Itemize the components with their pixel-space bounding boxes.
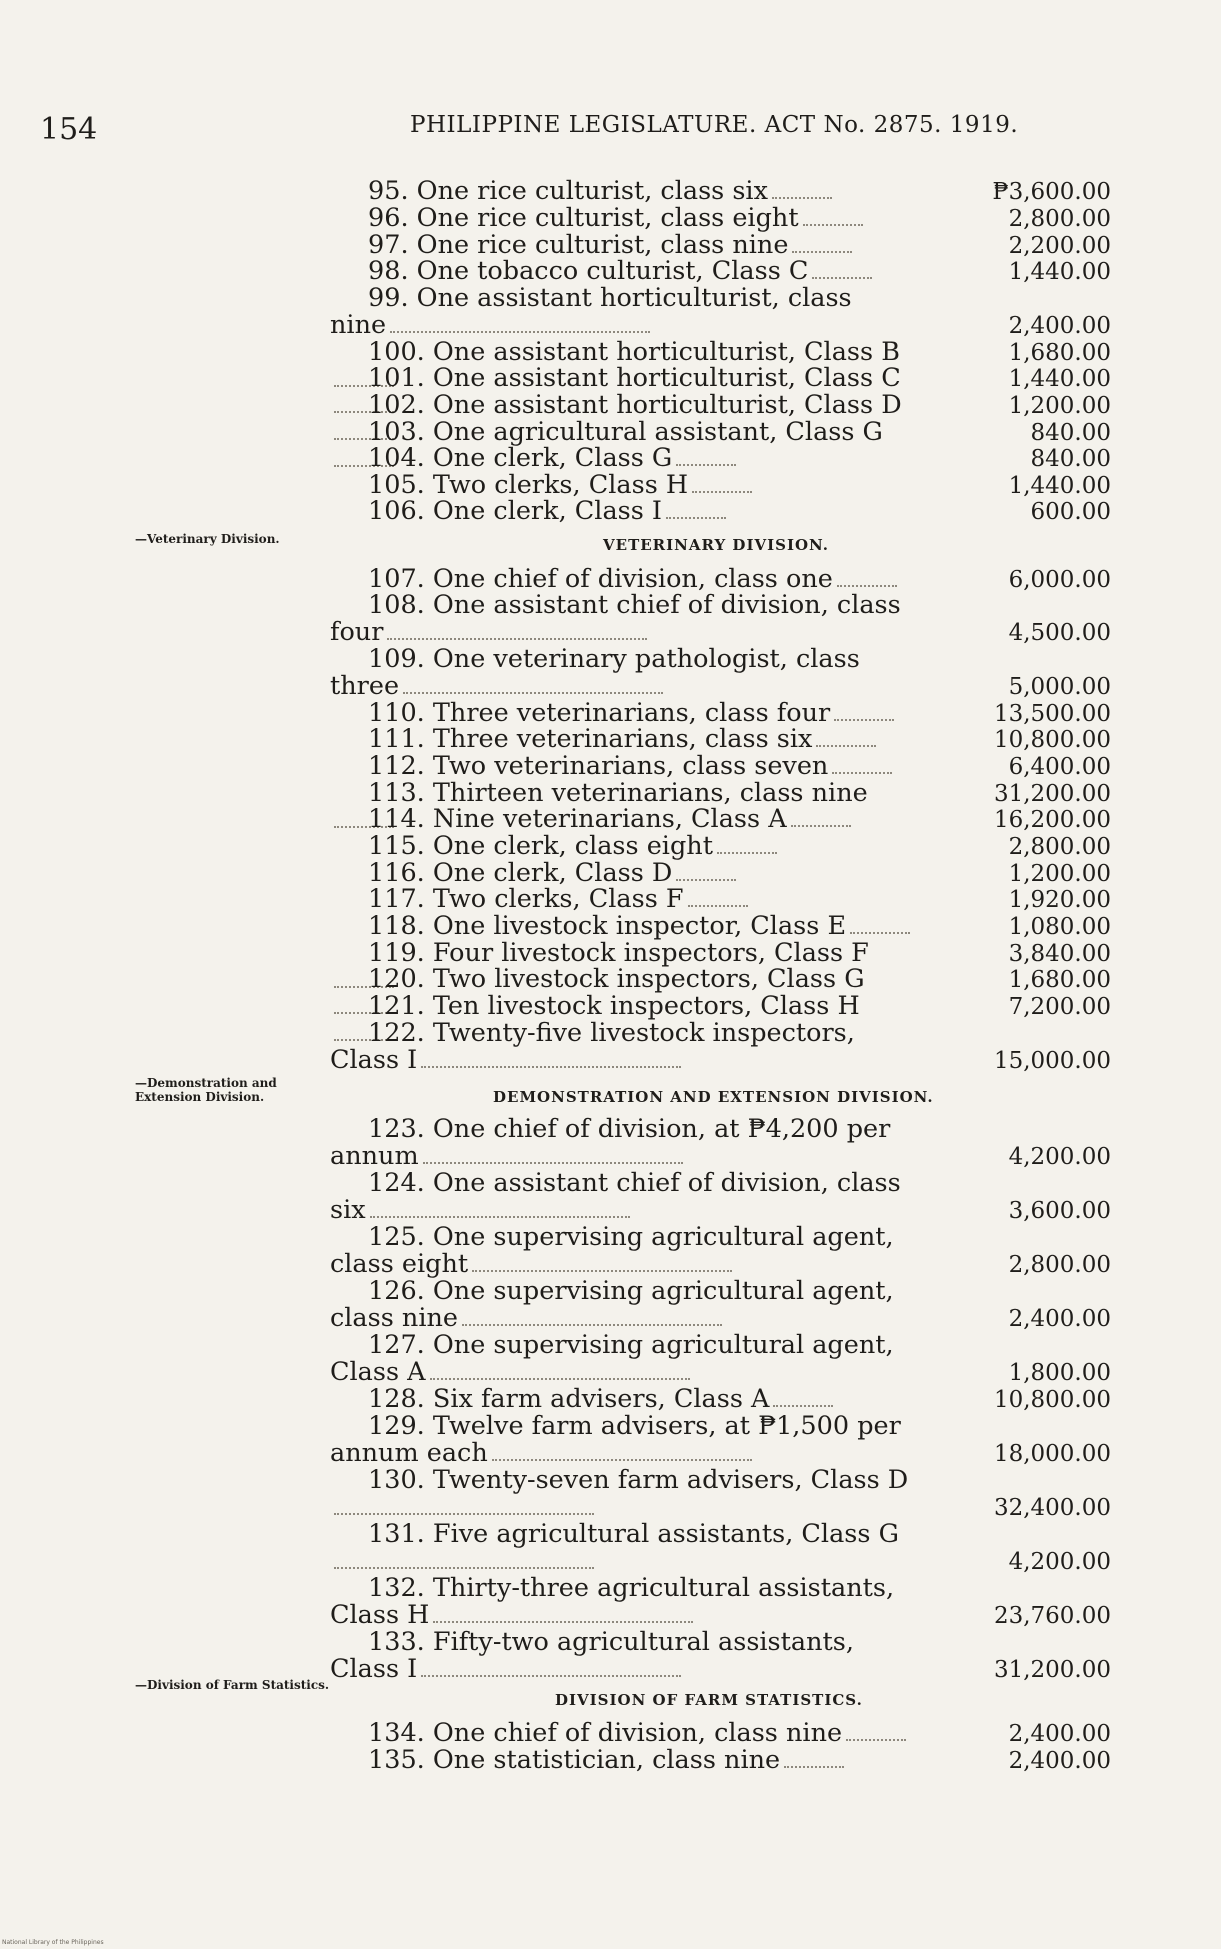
page-number: 154 bbox=[40, 112, 98, 147]
leader-dots bbox=[387, 622, 647, 640]
leader-dots bbox=[433, 1605, 693, 1623]
item-text: 99. One assistant horticulturist, class nine bbox=[330, 283, 852, 340]
item-amount: 2,800.00 bbox=[1008, 206, 1111, 232]
scan-credit: National Library of the Philippines bbox=[2, 1939, 104, 1946]
item-amount: 3,600.00 bbox=[1008, 1198, 1111, 1224]
item-text: 106. One clerk, Class I bbox=[330, 498, 912, 525]
leader-dots bbox=[462, 1308, 722, 1326]
item-amount: 1,440.00 bbox=[1008, 366, 1111, 392]
item-text: 131. Five agricultural assistants, Class G bbox=[330, 1521, 912, 1575]
item-text: 134. One chief of division, class nine bbox=[330, 1720, 912, 1747]
leader-dots bbox=[803, 208, 863, 226]
item-amount: 2,400.00 bbox=[1008, 1306, 1111, 1332]
item-amount: 5,000.00 bbox=[1008, 674, 1111, 700]
item-amount: 2,800.00 bbox=[1008, 1252, 1111, 1278]
item-amount: 32,400.00 bbox=[993, 1495, 1111, 1521]
leader-dots bbox=[792, 235, 852, 253]
item-text: 118. One livestock inspector, Class E bbox=[330, 913, 912, 940]
leader-dots bbox=[666, 501, 726, 519]
item-text: 113. Thirteen veterinarians, class nine bbox=[330, 780, 912, 834]
leader-dots bbox=[772, 181, 832, 199]
item-text: 95. One rice culturist, class six bbox=[330, 178, 912, 205]
item-amount: 2,200.00 bbox=[1008, 233, 1111, 259]
item-amount: 4,500.00 bbox=[1008, 620, 1111, 646]
item-text: 105. Two clerks, Class H bbox=[330, 472, 912, 499]
leader-dots bbox=[403, 676, 663, 694]
item-text: 126. One supervising agricultural agent, class nine bbox=[330, 1276, 894, 1333]
leader-dots bbox=[390, 315, 650, 333]
item-text: 133. Fifty-two agricultural assistants, Class I bbox=[330, 1627, 854, 1684]
item-amount: 10,800.00 bbox=[993, 727, 1111, 753]
item-text: 107. One chief of division, class one bbox=[330, 566, 912, 593]
item-amount: 23,760.00 bbox=[993, 1603, 1111, 1629]
item-text: 129. Twelve farm advisers, at ₱1,500 per annum each bbox=[330, 1411, 901, 1468]
item-amount: 6,000.00 bbox=[1008, 567, 1111, 593]
item-text: 115. One clerk, class eight bbox=[330, 833, 912, 860]
item-text: 111. Three veterinarians, class six bbox=[330, 726, 912, 753]
item-text: 102. One assistant horticulturist, Class D bbox=[330, 392, 912, 446]
leader-dots bbox=[832, 756, 892, 774]
item-amount: 2,400.00 bbox=[1008, 1721, 1111, 1747]
item-text: 119. Four livestock inspectors, Class F bbox=[330, 940, 912, 994]
item-amount: 840.00 bbox=[1030, 420, 1111, 446]
leader-dots bbox=[370, 1200, 630, 1218]
item-text: 98. One tobacco culturist, Class C bbox=[330, 258, 912, 285]
item-amount: 2,800.00 bbox=[1008, 834, 1111, 860]
item-amount: 1,680.00 bbox=[1008, 340, 1111, 366]
item-amount: 1,680.00 bbox=[1008, 967, 1111, 993]
item-amount: 1,080.00 bbox=[1008, 914, 1111, 940]
leader-dots bbox=[812, 261, 872, 279]
item-amount: 840.00 bbox=[1030, 446, 1111, 472]
item-text: 97. One rice culturist, class nine bbox=[330, 232, 912, 259]
item-text: 128. Six farm advisers, Class A bbox=[330, 1386, 912, 1413]
item-amount: 16,200.00 bbox=[993, 807, 1111, 833]
leader-dots bbox=[850, 916, 910, 934]
item-amount: 7,200.00 bbox=[1008, 994, 1111, 1020]
margin-note-veterinary: —Veterinary Division. bbox=[135, 532, 280, 546]
leader-dots bbox=[846, 1723, 906, 1741]
margin-note-farm-statistics: —Division of Farm Statistics. bbox=[135, 1678, 330, 1692]
item-amount: 15,000.00 bbox=[993, 1048, 1111, 1074]
item-text: 100. One assistant horticulturist, Class B bbox=[330, 339, 912, 393]
item-amount: 4,200.00 bbox=[1008, 1549, 1111, 1575]
leader-dots bbox=[688, 889, 748, 907]
item-amount: 1,200.00 bbox=[1008, 393, 1111, 419]
item-text: 96. One rice culturist, class eight bbox=[330, 205, 912, 232]
item-text: 120. Two livestock inspectors, Class G bbox=[330, 966, 912, 1020]
item-amount: 3,840.00 bbox=[1008, 941, 1111, 967]
item-text: 109. One veterinary pathologist, class three bbox=[330, 644, 860, 701]
leader-dots bbox=[334, 1551, 594, 1569]
item-text: 117. Two clerks, Class F bbox=[330, 886, 912, 913]
item-amount: 2,400.00 bbox=[1008, 313, 1111, 339]
item-amount: 1,920.00 bbox=[1008, 887, 1111, 913]
item-text: 130. Twenty-seven farm advisers, Class D bbox=[330, 1467, 912, 1521]
item-amount: ₱3,600.00 bbox=[992, 179, 1111, 205]
leader-dots bbox=[773, 1389, 833, 1407]
item-amount: 6,400.00 bbox=[1008, 754, 1111, 780]
item-text: 103. One agricultural assistant, Class G bbox=[330, 419, 912, 473]
item-text: 123. One chief of division, at ₱4,200 per annum bbox=[330, 1114, 891, 1171]
item-amount: 1,200.00 bbox=[1008, 861, 1111, 887]
item-text: 104. One clerk, Class G bbox=[330, 445, 912, 472]
item-text: 125. One supervising agricultural agent, class eight bbox=[330, 1222, 894, 1279]
leader-dots bbox=[472, 1254, 732, 1272]
leader-dots bbox=[421, 1659, 681, 1677]
item-text: 121. Ten livestock inspectors, Class H bbox=[330, 993, 912, 1047]
item-text: 132. Thirty-three agricultural assistants, Class H bbox=[330, 1573, 895, 1630]
item-amount: 13,500.00 bbox=[993, 701, 1111, 727]
leader-dots bbox=[676, 448, 736, 466]
leader-dots bbox=[791, 809, 851, 827]
item-text: 135. One statistician, class nine bbox=[330, 1747, 912, 1774]
leader-dots bbox=[816, 729, 876, 747]
section-heading-demonstration: DEMONSTRATION AND EXTENSION DIVISION. bbox=[493, 1088, 934, 1106]
running-head: PHILIPPINE LEGISLATURE. ACT No. 2875. 1919. bbox=[410, 112, 1019, 138]
leader-dots bbox=[421, 1050, 681, 1068]
item-amount: 31,200.00 bbox=[993, 1657, 1111, 1683]
item-amount: 1,800.00 bbox=[1008, 1360, 1111, 1386]
item-amount: 31,200.00 bbox=[993, 781, 1111, 807]
item-text: 112. Two veterinarians, class seven bbox=[330, 753, 912, 780]
item-amount: 18,000.00 bbox=[993, 1441, 1111, 1467]
leader-dots bbox=[492, 1443, 752, 1461]
leader-dots bbox=[423, 1146, 683, 1164]
item-amount: 10,800.00 bbox=[993, 1387, 1111, 1413]
item-text: 124. One assistant chief of division, class six bbox=[330, 1168, 901, 1225]
leader-dots bbox=[834, 703, 894, 721]
item-text: 116. One clerk, Class D bbox=[330, 860, 912, 887]
item-amount: 600.00 bbox=[1030, 499, 1111, 525]
item-text: 108. One assistant chief of division, class four bbox=[330, 590, 901, 647]
leader-dots bbox=[430, 1362, 690, 1380]
leader-dots bbox=[717, 836, 777, 854]
item-text: 110. Three veterinarians, class four bbox=[330, 700, 912, 727]
margin-note-demonstration: —Demonstration and Extension Division. bbox=[135, 1076, 277, 1104]
leader-dots bbox=[692, 475, 752, 493]
item-amount: 4,200.00 bbox=[1008, 1144, 1111, 1170]
leader-dots bbox=[676, 863, 736, 881]
item-amount: 2,400.00 bbox=[1008, 1748, 1111, 1774]
leader-dots bbox=[837, 569, 897, 587]
item-text: 114. Nine veterinarians, Class A bbox=[330, 806, 912, 833]
item-text: 127. One supervising agricultural agent, Class A bbox=[330, 1330, 894, 1387]
item-amount: 1,440.00 bbox=[1008, 259, 1111, 285]
item-amount: 1,440.00 bbox=[1008, 473, 1111, 499]
section-heading-veterinary: VETERINARY DIVISION. bbox=[603, 536, 830, 554]
section-heading-farm-statistics: DIVISION OF FARM STATISTICS. bbox=[555, 1691, 863, 1709]
leader-dots bbox=[784, 1750, 844, 1768]
item-text: 101. One assistant horticulturist, Class C bbox=[330, 365, 912, 419]
item-text: 122. Twenty-five livestock inspectors, Class I bbox=[330, 1018, 855, 1075]
leader-dots bbox=[334, 1497, 594, 1515]
